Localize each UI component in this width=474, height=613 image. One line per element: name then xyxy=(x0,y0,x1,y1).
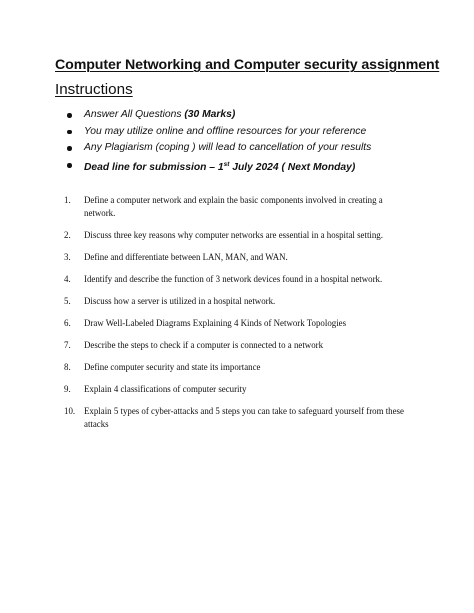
question-number: 6. xyxy=(64,318,71,329)
question-number: 10. xyxy=(64,406,76,417)
question-text: Discuss three key reasons why computer networks are essential in a hospital setting. xyxy=(84,230,383,241)
deadline-rest: July 2024 ( Next Monday) xyxy=(229,162,356,174)
question-item xyxy=(64,317,414,330)
question-number: 3. xyxy=(64,252,71,263)
question-number: 8. xyxy=(64,362,71,373)
question-text: Discuss how a server is utilized in a hospital network. xyxy=(84,296,276,307)
instruction-item xyxy=(67,107,371,124)
question-item xyxy=(64,383,414,396)
question-item xyxy=(64,295,414,308)
bullet-icon xyxy=(67,130,72,135)
question-item xyxy=(64,194,414,220)
question-text: Describe the steps to check if a computer is connected to a network xyxy=(84,340,324,351)
question-text: Explain 5 types of cyber-attacks and 5 steps you can take to safeguard yourself from these attacks xyxy=(84,406,404,430)
question-text: Identify and describe the function of 3 network devices found in a hospital network. xyxy=(84,274,383,285)
instruction-item xyxy=(67,124,371,141)
deadline-label: Dead line for submission – xyxy=(84,162,218,174)
question-text: Define a computer network and explain the basic components involved in creating a network. xyxy=(84,195,383,219)
question-number: 7. xyxy=(64,340,71,351)
questions-list xyxy=(64,194,414,440)
instruction-text: Any Plagiarism (coping ) will lead to cancellation of your results xyxy=(84,142,372,154)
question-number: 1. xyxy=(64,195,71,205)
bullet-icon xyxy=(67,146,72,151)
question-item xyxy=(64,229,414,242)
instruction-text: Answer All Questions xyxy=(84,109,185,120)
instruction-item xyxy=(67,140,371,157)
instruction-text: You may utilize online and offline resources for your reference xyxy=(84,125,367,137)
question-item xyxy=(64,251,414,264)
instruction-marks: (30 Marks) xyxy=(184,109,236,120)
question-number: 9. xyxy=(64,384,71,395)
question-number: 5. xyxy=(64,296,71,307)
bullet-icon xyxy=(67,113,72,118)
question-text: Draw Well-Labeled Diagrams Explaining 4 Kinds of Network Topologies xyxy=(84,318,347,329)
deadline-item xyxy=(67,157,371,174)
bullet-icon xyxy=(67,163,72,168)
instructions-list xyxy=(67,107,371,174)
question-item xyxy=(64,361,414,374)
document-title: Computer Networking and Computer security assignment xyxy=(55,57,440,73)
question-item xyxy=(64,339,414,352)
instructions-heading: Instructions xyxy=(55,81,133,98)
question-item xyxy=(64,273,414,286)
question-item xyxy=(64,405,414,431)
question-number: 2. xyxy=(64,230,71,241)
question-text: Define and differentiate between LAN, MAN, and WAN. xyxy=(84,252,288,263)
deadline-day-suffix: st xyxy=(223,161,230,169)
deadline-text xyxy=(84,162,355,173)
question-number: 4. xyxy=(64,274,71,285)
question-text: Explain 4 classifications of computer security xyxy=(84,384,247,395)
deadline-day: 1 xyxy=(217,162,224,174)
question-text: Define computer security and state its importance xyxy=(84,362,261,373)
